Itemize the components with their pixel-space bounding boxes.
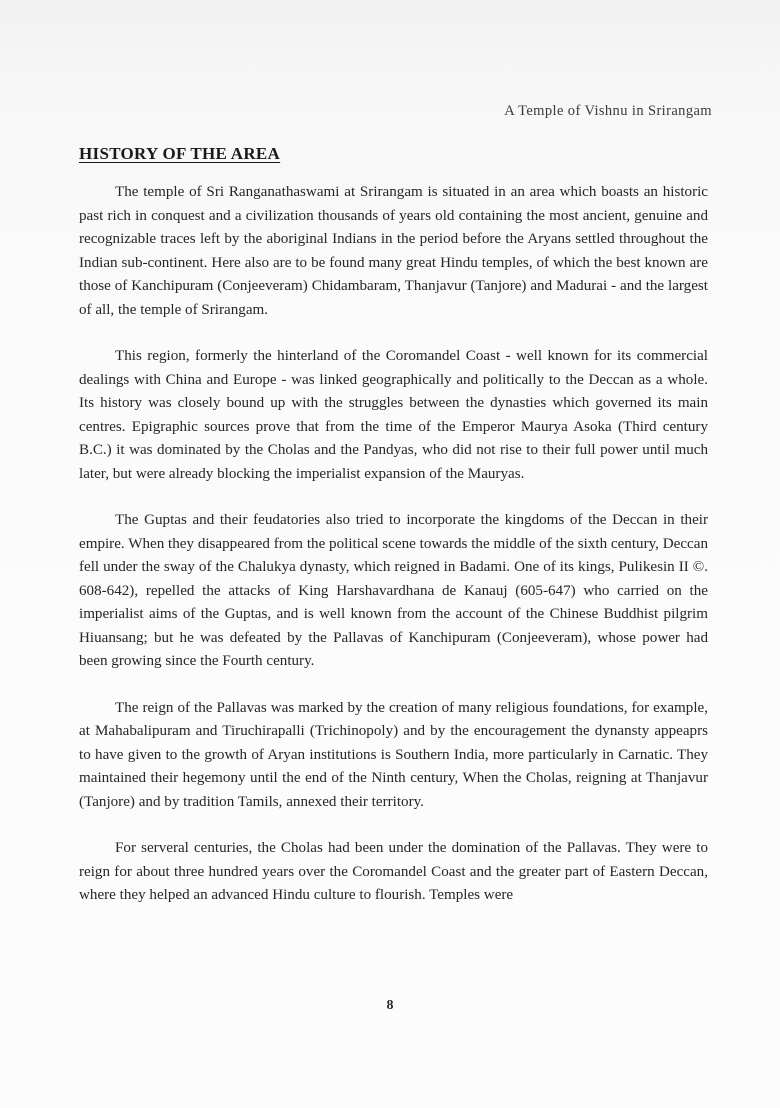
body-text xyxy=(79,181,708,931)
paragraph-4: The reign of the Pallavas was marked by the creation of many religious foundations, for example, at Mahabalipuram and Tiruchirapalli (Trichinopoly) and by the encouragement the dynansty appeaprs to have given to the growth of Aryan institutions is Southern India, more particularly in Carnatic. They maintained their hegemony until the end of the Ninth century, When the Cholas, reigning at Thanjavur (Tanjore) and by tradition Tamils, annexed their territory. xyxy=(79,699,708,810)
paragraph-2: This region, formerly the hinterland of the Coromandel Coast - well known for its commercial dealings with China and Europe - was linked geographically and politically to the Deccan as a whole. Its history was closely bound up with the struggles between the dynasties which governed its main centres. Epigraphic sources prove that from the time of the Emperor Maurya Asoka (Third century B.C.) it was dominated by the Cholas and the Pandyas, who did not rise to their full power until much later, but were already blocking the imperialist expansion of the Mauryas. xyxy=(79,348,708,482)
running-head: A Temple of Vishnu in Srirangam xyxy=(504,103,712,119)
paragraph-5: For serveral centuries, the Cholas had been under the domination of the Pallavas. They were to reign for about three hundred years over the Coromandel Coast and the greater part of Eastern Deccan, where they helped an advanced Hindu culture to flourish. Temples were xyxy=(79,840,708,903)
page-number: 8 xyxy=(386,998,394,1013)
paragraph-3: The Guptas and their feudatories also tried to incorporate the kingdoms of the Deccan in their empire. When they disappeared from the political scene towards the middle of the sixth century, Deccan fell under the sway of the Chalukya dynasty, which reigned in Badami. One of its kings, Pulikesin II ©. 608-642), repelled the attacks of King Harshavardhana de Kanauj (605-647) who carried on the imperialist aims of the Guptas, and is well known from the account of the Chinese Buddhist pilgrim Hiuansang; but he was defeated by the Pallavas of Kanchipuram (Conjeeveram), whose power had been growing since the Fourth century. xyxy=(79,512,708,669)
paragraph-1: The temple of Sri Ranganathaswami at Srirangam is situated in an area which boasts an historic past rich in conquest and a civilization thousands of years old containing the most ancient, genuine and recognizable traces left by the aboriginal Indians in the period before the Aryans settled throughout the Indian sub-continent. Here also are to be found many great Hindu temples, of which the best known are those of Kanchipuram (Conjeeveram) Chidambaram, Thanjavur (Tanjore) and Madurai - and the largest of all, the temple of Srirangam. xyxy=(79,184,708,318)
section-title: HISTORY OF THE AREA xyxy=(79,144,281,163)
